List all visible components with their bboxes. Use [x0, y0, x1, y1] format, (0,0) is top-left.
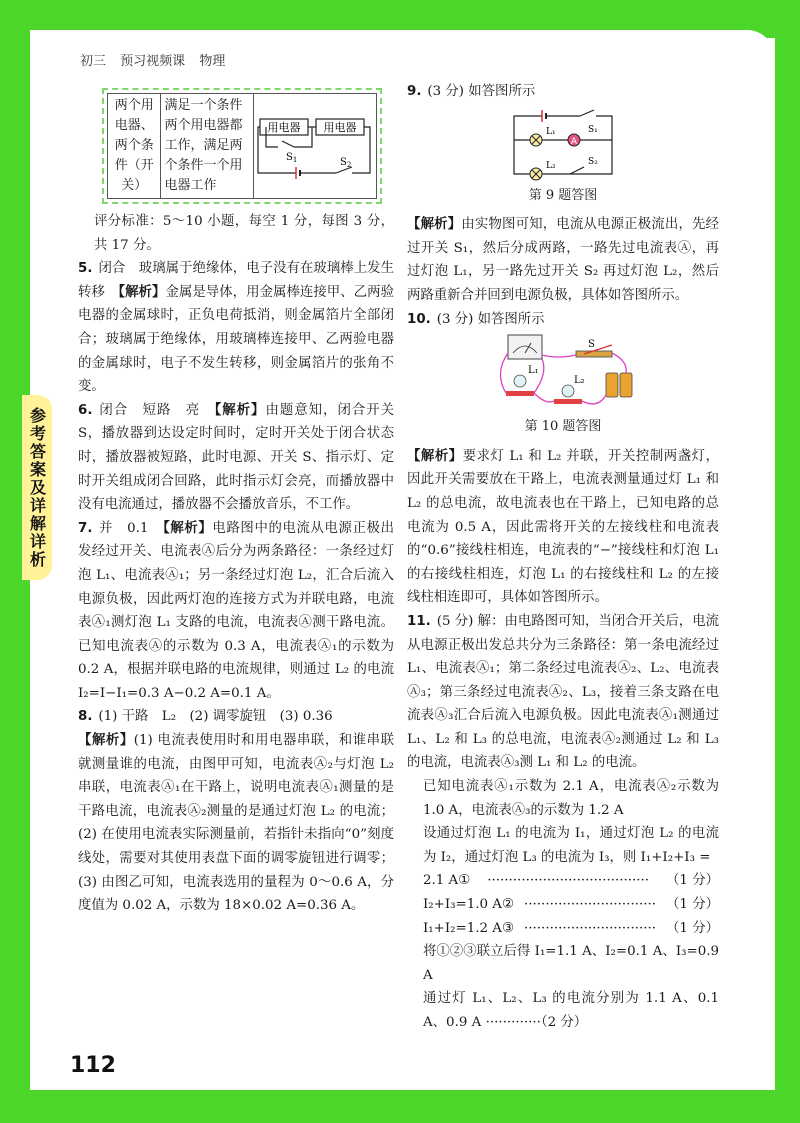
q9-caption: 第 9 题答图: [528, 187, 598, 203]
circuit-diagram-table: [256, 97, 374, 189]
q9-circuit-figure: [508, 106, 618, 184]
q8-analysis: 【解析】(1) 电流表使用时和用电器串联，和谁串联就测量谁的电流，由图甲可知，电流表Ⓐ₂与灯泡 L₂ 串联，电流表Ⓐ₁在干路上，说明电流表Ⓐ₁测量的是干路电流，电流表Ⓐ₂测量的是通过灯泡 L₂ 的电流；(2) 在使用电流表实际测量前，若指针未指向“0”刻度线处，需要对其使用表盘下面的调零旋钮进行调零；(3) 由图乙可知，电流表选用的量程为 0～0.6 A，分度值为 0.02 A，示数为 18×0.02 A=0.36 A。: [78, 733, 394, 914]
q8: 8. (1) 干路 L₂ (2) 调零旋钮 (3) 0.36: [78, 709, 333, 725]
side-tab-label: 参考答案及详解详析: [27, 406, 47, 569]
q11-conclusion: 通过灯 L₁、L₂、L₃ 的电流分别为 1.1 A、0.1 A、0.9 A ·············（2 分）: [423, 991, 719, 1030]
answer-table: [107, 93, 377, 199]
q11-setup: 设通过灯泡 L₁ 的电流为 I₁，通过灯泡 L₂ 的电流为 I₂，通过灯泡 L₃ 的电流为 I₃，则 I₁+I₂+I₃ =: [423, 826, 719, 865]
q7: 7. 并 0.1 【解析】电路图中的电流从电源正极出发经过开关、电流表Ⓐ后分为两条路径：一条经过灯泡 L₁、电流表Ⓐ₁；另一条经过灯泡 L₂，汇合后流入电源负极，因此两灯泡的连接方式为并联电路，电流表Ⓐ₁测灯泡 L₁ 支路的电流，电流表Ⓐ测干路电流。已知电流表Ⓐ的示数为 0.3 A，电流表Ⓐ₁的示数为 0.2 A，根据并联电路的电流规律，则通过 L₂ 的电流 I₂=I−I₁=0.3 A−0.2 A=0.1 A。: [78, 520, 394, 701]
q6: 6. 闭合 短路 亮 【解析】由题意知，闭合开关 S，播放器到达设定时间时，定时开关处于闭合状态时，播放器被短路，此时电源、开关 S、指示灯、定时开关组成闭合回路，此时指示灯会亮，而播放器中没有电流通过，播放器不会播放音乐，不工作。: [78, 402, 395, 513]
answer-table-frame: [102, 88, 382, 204]
table-cell-circuit: [254, 94, 377, 199]
q9-s1: S₁: [588, 124, 598, 135]
q11-eq2: I₂+I₃=1.0 A② ······························· （1 分）: [423, 897, 719, 913]
table-cell-condition: 两个用电器、两个条件（开关）: [108, 94, 161, 199]
page-number: 112: [70, 1053, 116, 1078]
scoring-note: 评分标准：5～10 小题，每空 1 分，每图 3 分，共 17 分。: [94, 214, 394, 253]
q10: 10. (3 分) 如答图所示: [407, 311, 545, 327]
q10-l1: L₁: [528, 365, 539, 377]
header-grade: 初三: [80, 54, 107, 69]
green-frame-right: [775, 0, 800, 1123]
q10-circuit-figure: [488, 333, 638, 415]
q11-solve: 将①②③联立后得 I₁=1.1 A、I₂=0.1 A、I₃=0.9 A: [423, 944, 719, 983]
q9-analysis: 【解析】由实物图可知，电流从电源正极流出，先经过开关 S₁，然后分成两路，一路先过电流表Ⓐ，再过灯泡 L₁，另一路先过开关 S₂ 再过灯泡 L₂，然后两路重新合并回到电源负极，具体如答图所示。: [407, 217, 720, 303]
side-tab: [22, 395, 52, 580]
table-cell-description: 满足一个条件两个用电器都工作，满足两个条件一个用电器工作: [161, 94, 254, 199]
q10-s: S: [588, 339, 595, 351]
q5: 5. 闭合 玻璃属于绝缘体，电子没有在玻璃棒上发生转移 【解析】金属是导体，用金属棒连接甲、乙两验电器的金属球时，正负电荷抵消，则金属箔片全部闭合；玻璃属于绝缘体，用玻璃棒连接甲、乙两验电器的金属球时，电子不发生转移，则金属箔片的张角不变。: [78, 261, 394, 395]
q11-eq3: I₁+I₂=1.2 A③ ······························· （1 分）: [423, 920, 719, 936]
right-column: [407, 80, 719, 1035]
header-subject: 物理: [199, 54, 226, 69]
green-frame-bottom: [0, 1090, 800, 1123]
q11-eq1: 2.1 A① ······································ （1 分）: [423, 873, 719, 889]
left-column: [78, 88, 394, 918]
s1-label: $S_1$: [286, 151, 298, 164]
device-label-2: 用电器: [323, 120, 357, 134]
q10-analysis: 【解析】要求灯 L₁ 和 L₂ 并联，开关控制两盏灯，因此开关需要放在干路上，电流表测量通过灯 L₁ 和 L₂ 的总电流，故电流表也在干路上，已知电路的总电流为 0.5 A，因此需将开关的左接线柱和电流表的“0.6”接线柱相连，电流表的“−”接线柱和灯泡 L₁ 的右接线柱相连，灯泡 L₁ 的右接线柱和 L₂ 的左接线柱相连即可，具体如答图所示。: [407, 448, 719, 606]
q11: 11. (5 分) 解：由电路图可知，当闭合开关后，电流从电源正极出发总共分为三条路径：第一条电流经过 L₁、电流表Ⓐ₁；第二条经过电流表Ⓐ₂、L₂、电流表Ⓐ₃；第三条经过电流表Ⓐ₂、L₃，接着三条支路在电流表Ⓐ₃汇合后流入电源负极。因此电流表Ⓐ₁测通过 L₁、L₂ 和 L₃ 的总电流，电流表Ⓐ₂测通过 L₂ 和 L₃ 的电流，电流表Ⓐ₃测 L₁ 和 L₂ 的电流。: [407, 613, 720, 771]
ammeter-label: A: [570, 136, 578, 147]
q11-given: 已知电流表Ⓐ₁示数为 2.1 A，电流表Ⓐ₂示数为 1.0 A，电流表Ⓐ₃的示数为 1.2 A: [423, 779, 719, 818]
q9-l2: L₂: [546, 160, 556, 171]
q9-l1: L₁: [546, 126, 556, 137]
page-header: [80, 50, 235, 69]
s2-label: $S_2$: [340, 156, 352, 169]
device-label-1: 用电器: [267, 120, 301, 134]
q10-l2: L₂: [574, 375, 585, 387]
header-series: 预习视频课: [120, 54, 186, 69]
q10-caption: 第 10 题答图: [524, 419, 602, 435]
q9-s2: S₂: [588, 156, 598, 167]
q9: 9. (3 分) 如答图所示: [407, 84, 536, 99]
